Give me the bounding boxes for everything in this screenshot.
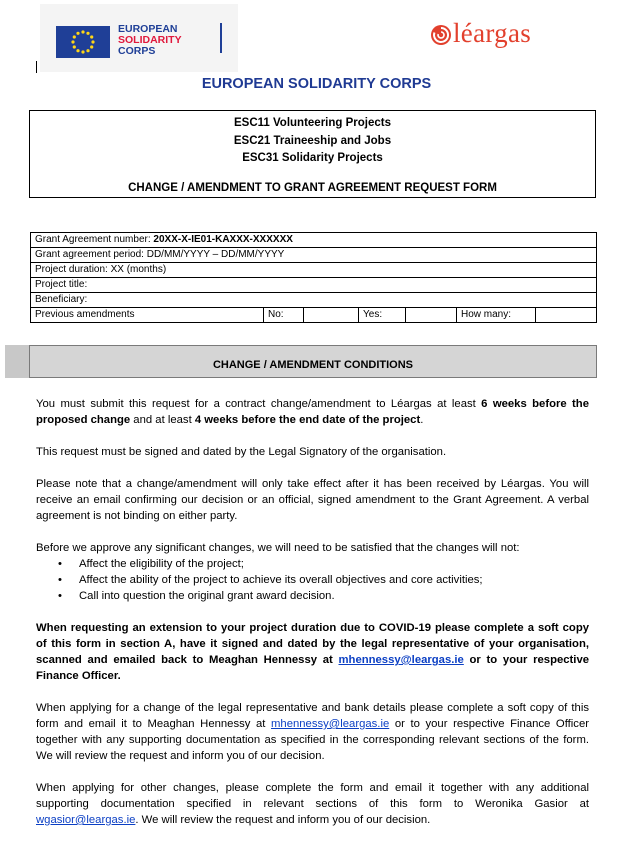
text-cursor <box>36 61 37 73</box>
project-title-cell: Project title: <box>31 278 597 293</box>
list-item: • Call into question the original grant award decision. <box>79 588 589 604</box>
paragraph-signature: This request must be signed and dated by the Legal Signatory of the organisation. <box>36 446 447 458</box>
table-row <box>31 263 597 278</box>
how-many-value-field[interactable] <box>536 308 597 323</box>
eu-flag-icon <box>56 26 110 58</box>
table-row <box>31 248 597 263</box>
paragraph-legal-rep: When applying for a change of the legal representative and bank details please complete a soft copy of this form and email it to Meaghan Hennessy at mhennessy@leargas.ie or to your respective Finance Officer together with any supporting documentation as specified in the corresponding relevant sections of the form. We will review the request and inform you of our decision. <box>36 702 589 762</box>
table-row <box>31 278 597 293</box>
paragraph-deadline: You must submit this request for a contract change/amendment to Léargas at least 6 weeks before the proposed change and at least 4 weeks before the end date of the project. <box>36 398 589 426</box>
agreement-period-cell: Grant agreement period: DD/MM/YYYY – DD/MM/YYYY <box>31 248 597 263</box>
list-item: • Affect the ability of the project to achieve its overall objectives and core activities; <box>79 572 589 588</box>
project-duration-cell: Project duration: XX (months) <box>31 263 597 278</box>
logo-divider <box>220 23 222 53</box>
paragraph-approval: Before we approve any significant changes, we will need to be satisfied that the changes will not: <box>36 542 520 554</box>
leargas-wordmark: léargas <box>453 18 532 48</box>
previous-amendments-label: Previous amendments <box>31 308 264 323</box>
table-row <box>31 308 597 323</box>
esc-logo-text: EUROPEAN SOLIDARITY CORPS <box>118 23 182 57</box>
no-label: No: <box>264 308 304 323</box>
conditions-heading: CHANGE / AMENDMENT CONDITIONS <box>29 345 597 378</box>
yes-label: Yes: <box>359 308 406 323</box>
grant-info-table <box>30 232 597 323</box>
how-many-label: How many: <box>457 308 536 323</box>
esc-logo <box>40 4 238 72</box>
project-type-esc21: ESC21 Traineeship and Jobs <box>233 134 392 147</box>
project-type-esc11: ESC11 Volunteering Projects <box>233 117 391 129</box>
yes-value-field[interactable] <box>406 308 457 323</box>
section-marker <box>5 345 29 378</box>
paragraph-effect: Please note that a change/amendment will only take effect after it has been received by Léargas. You will receive an email confirming our decision or an official, signed amendment to the Grant Agreement. A verbal agreement is not binding on either party. <box>36 478 589 522</box>
no-value-field[interactable] <box>304 308 359 323</box>
beneficiary-cell: Beneficiary: <box>31 293 597 308</box>
page-title: EUROPEAN SOLIDARITY CORPS <box>201 76 432 92</box>
table-row <box>31 233 597 248</box>
paragraph-other-changes: When applying for other changes, please complete the form and email it together with any additional supporting documentation specified in relevant sections of this form to Weronika Gasior at wgasior@leargas.ie. We will review the request and inform you of our decision. <box>36 782 589 826</box>
project-type-esc31: ESC31 Solidarity Projects <box>242 152 383 164</box>
project-types-box <box>29 110 596 198</box>
agreement-number-cell: Grant Agreement number: 20XX-X-IE01-KAXXX-XXXXXX <box>31 233 597 248</box>
conditions-list <box>36 556 589 604</box>
leargas-swirl-icon <box>430 24 452 46</box>
form-title: CHANGE / AMENDMENT TO GRANT AGREEMENT REQUEST FORM <box>128 182 497 194</box>
conditions-body <box>36 396 589 844</box>
email-link-mhennessy[interactable]: mhennessy@leargas.ie <box>271 718 390 730</box>
email-link-mhennessy[interactable]: mhennessy@leargas.ie <box>338 654 464 666</box>
table-row <box>31 293 597 308</box>
email-link-wgasior[interactable]: wgasior@leargas.ie <box>36 814 136 826</box>
paragraph-covid: When requesting an extension to your project duration due to COVID-19 please complete a soft copy of this form in section A, have it signed and dated by the legal representative of your organisation, scanned and emailed back to Meaghan Hennessy at mhennessy@leargas.ie or to your respective Finance Officer. <box>36 622 590 682</box>
list-item: • Affect the eligibility of the project; <box>79 556 589 572</box>
agreement-number-value: 20XX-X-IE01-KAXXX-XXXXXX <box>153 234 293 245</box>
